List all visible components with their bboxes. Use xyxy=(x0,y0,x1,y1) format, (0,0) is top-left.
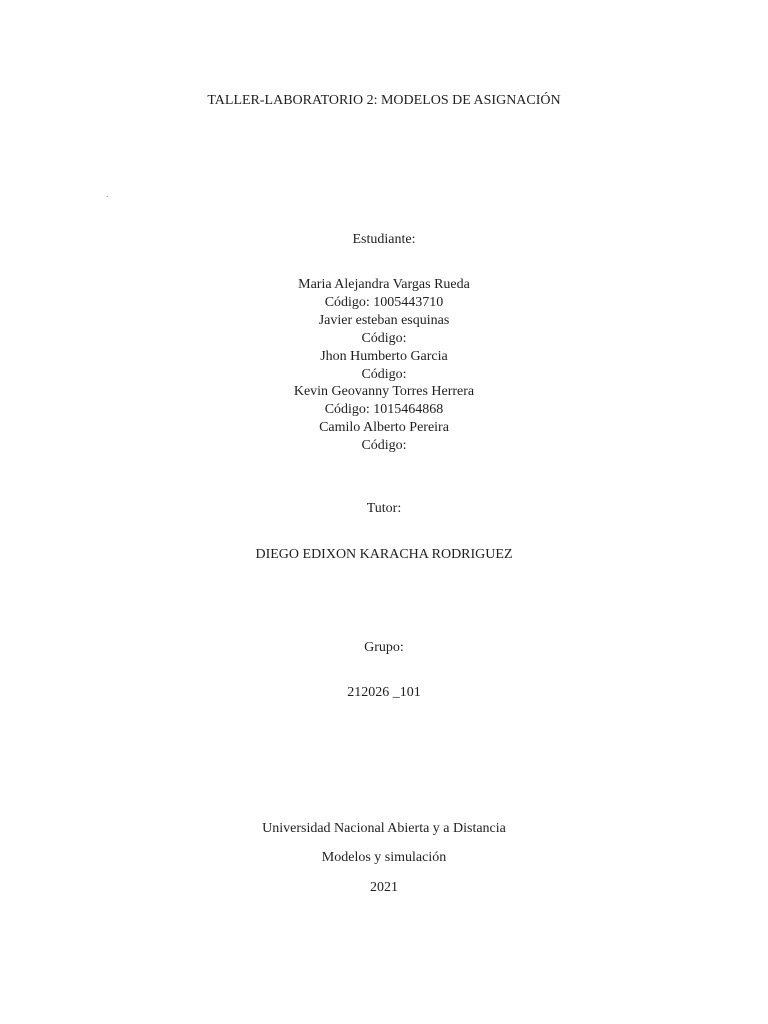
tutor-heading: Tutor: xyxy=(366,501,402,516)
university-name: Universidad Nacional Abierta y a Distancia xyxy=(262,821,506,836)
student-code: Código: xyxy=(361,366,407,382)
student-list xyxy=(0,276,768,455)
student-name: Javier esteban esquinas xyxy=(318,312,450,328)
document-title: TALLER-LABORATORIO 2: MODELOS DE ASIGNACIÓN xyxy=(207,93,561,108)
group-heading: Grupo: xyxy=(364,640,404,655)
course-name: Modelos y simulación xyxy=(321,850,447,865)
tutor-name: DIEGO EDIXON KARACHA RODRIGUEZ xyxy=(255,547,513,562)
stray-mark: . xyxy=(106,189,109,200)
student-name: Jhon Humberto Garcia xyxy=(320,348,448,364)
student-code: Código: 1005443710 xyxy=(324,294,444,310)
student-code: Código: 1015464868 xyxy=(324,402,444,418)
student-name: Kevin Geovanny Torres Herrera xyxy=(293,384,475,400)
student-code: Código: xyxy=(361,438,407,454)
student-code: Código: xyxy=(361,330,407,346)
student-heading: Estudiante: xyxy=(352,232,416,247)
group-value: 212026 _101 xyxy=(347,685,421,700)
student-name: Camilo Alberto Pereira xyxy=(319,420,449,436)
year: 2021 xyxy=(370,880,398,895)
student-name: Maria Alejandra Vargas Rueda xyxy=(298,277,470,292)
